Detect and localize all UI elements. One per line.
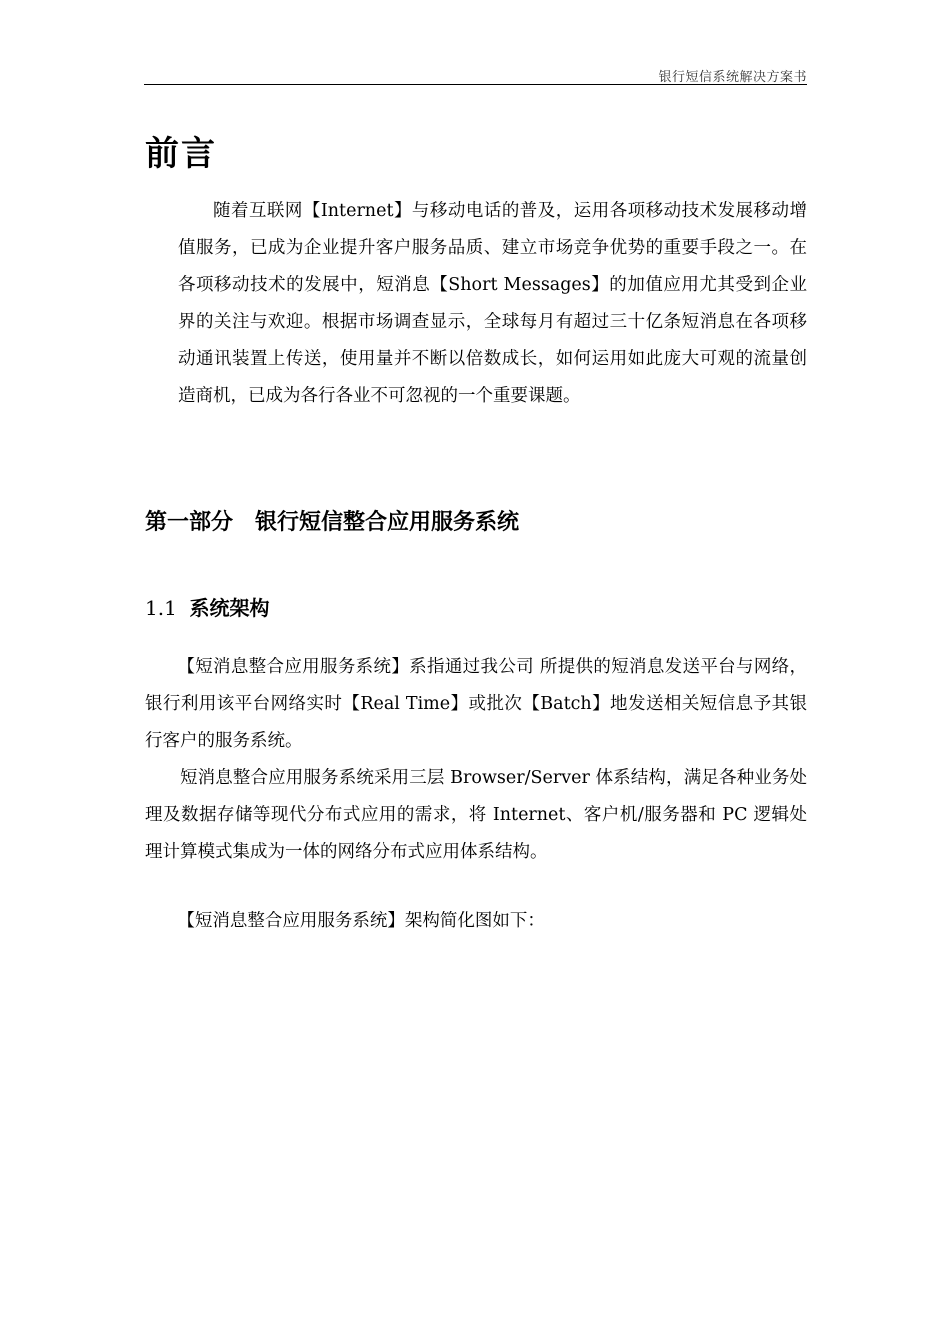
header-title: 银行短信系统解决方案书 xyxy=(658,70,807,85)
preface-title: 前言 xyxy=(145,134,217,174)
body-paragraph: 【短消息整合应用服务系统】架构简化图如下： xyxy=(177,911,545,931)
body-paragraph: 【短消息整合应用服务系统】系指通过我公司 所提供的短消息发送平台与网络，银行利用该平台网络实时【Real Time】或批次【Batch】地发送相关短信息予其银行客户的服务系统。 xyxy=(145,657,807,751)
part-heading: 第一部分 银行短信整合应用服务系统 xyxy=(145,509,520,535)
section-heading xyxy=(145,592,270,621)
body-paragraph: 短消息整合应用服务系统采用三层 Browser/Server 体系结构，满足各种业务处理及数据存储等现代分布式应用的需求，将 Internet、客户机/服务器和 PC 逻辑处理计算模式集成为一体的网络分布式应用体系结构。 xyxy=(145,768,807,862)
page-header xyxy=(144,64,807,85)
section-title: 系统架构 xyxy=(189,596,270,620)
section-number: 1.1 xyxy=(145,596,177,620)
preface-paragraph: 随着互联网【Internet】与移动电话的普及，运用各项移动技术发展移动增值服务，已成为企业提升客户服务品质、建立市场竞争优势的重要手段之一。在各项移动技术的发展中，短消息【Short Messages】的加值应用尤其受到企业界的关注与欢迎。根据市场调查显示，全球每月有超过三十亿条短消息在各项移动通讯装置上传送，使用量并不断以倍数成长，如何运用如此庞大可观的流量创造商机，已成为各行各业不可忽视的一个重要课题。 xyxy=(178,201,807,406)
